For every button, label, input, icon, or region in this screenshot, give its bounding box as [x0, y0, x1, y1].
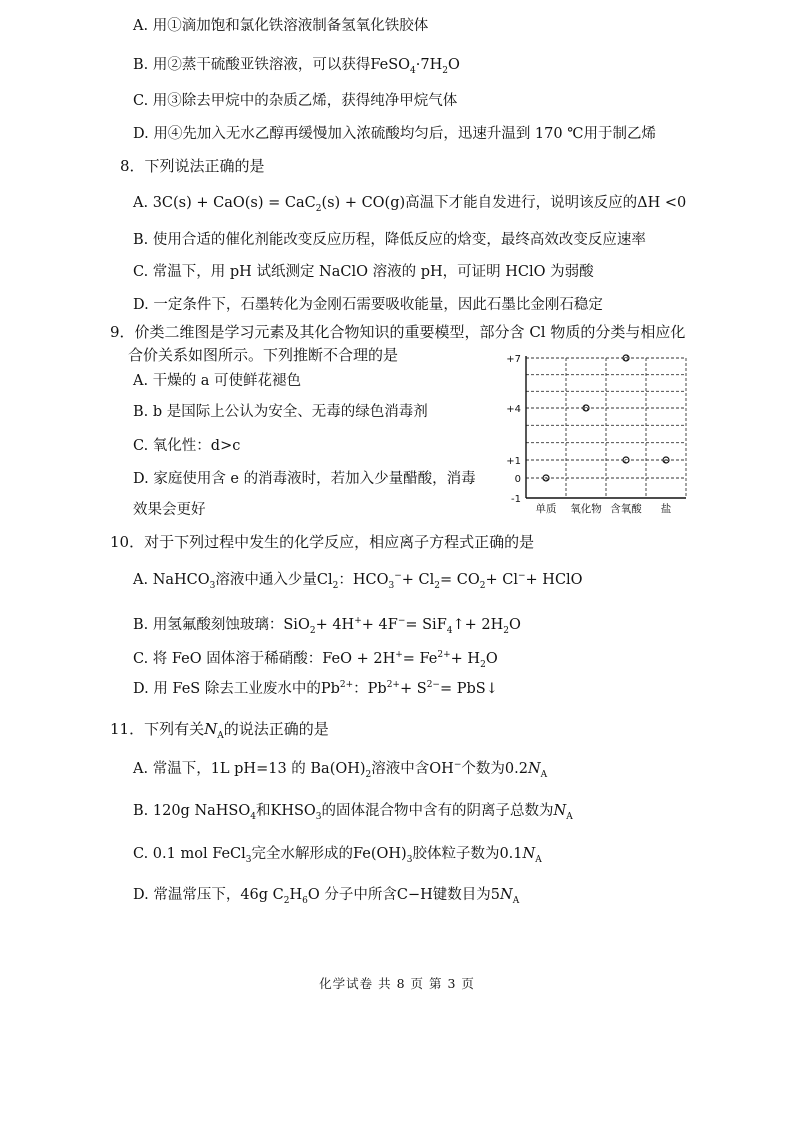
q11-c-s2: 3	[406, 854, 413, 865]
q10-c-1: C. 将 FeO 固体溶于稀硝酸：FeO + 2H	[133, 651, 396, 667]
q10-a-6: + Cl	[485, 572, 518, 588]
q10-b-1: B. 用氢氟酸刻蚀玻璃：SiO	[133, 617, 310, 633]
q11-a-2: 溶液中含OH	[371, 761, 454, 777]
q10-option-c	[133, 650, 498, 668]
q10-b-5: ↑+ 2H	[452, 617, 504, 633]
y-tick-label: +1	[506, 456, 521, 467]
q11-c-1: C. 0.1 mol FeCl	[133, 846, 246, 862]
q10-a-s5: 2	[479, 580, 486, 591]
q11-option-a	[133, 760, 547, 778]
q10-stem: 10．对于下列过程中发生的化学反应，相应离子方程式正确的是	[110, 533, 535, 551]
q11-c-s1: 3	[245, 854, 252, 865]
data-point-label-a: a	[543, 475, 549, 483]
q11-stem	[110, 720, 329, 741]
q10-b-sup3: −	[397, 616, 406, 627]
data-point-label-d: d	[623, 355, 629, 363]
q7-option-b	[133, 56, 460, 74]
q10-b-sup2: +	[354, 616, 362, 627]
q11-a-n: N	[527, 761, 541, 777]
q10-d-3: + S	[399, 681, 427, 697]
q10-c-4: O	[485, 651, 498, 667]
q10-b-3: + 4F	[361, 617, 398, 633]
valence-class-chart	[496, 348, 692, 516]
y-tick-label: -1	[511, 494, 521, 505]
q11-d-3: O 分子中所含C−H键数目为5	[307, 887, 501, 903]
q8-option-c: C. 常温下，用 pH 试纸测定 NaClO 溶液的 pH，可证明 HClO 为弱酸	[133, 264, 594, 280]
q10-c-3: + H	[450, 651, 481, 667]
q9-option-b: B. b 是国际上公认为安全、无毒的绿色消毒剂	[133, 404, 428, 420]
q7-option-a: A. 用①滴加饱和氯化铁溶液制备氢氧化铁胶体	[133, 18, 429, 34]
y-tick-label: +4	[506, 404, 521, 415]
q10-a-2: 溶液中通入少量Cl	[215, 572, 333, 588]
x-category-label: 单质	[535, 503, 557, 515]
q11-option-d	[133, 886, 519, 904]
q10-d-1: D. 用 FeS 除去工业废水中的Pb	[133, 681, 340, 697]
q10-b-6: O	[509, 617, 521, 633]
x-category-label: 盐	[660, 503, 672, 515]
q8-a-post: (s) + CO(g)高温下才能自发进行，说明该反应的ΔH <0	[321, 195, 687, 211]
q10-a-s1: 3	[209, 580, 216, 591]
q10-b-4: = SiF	[405, 617, 447, 633]
q8-option-d: D. 一定条件下，石墨转化为金刚石需要吸收能量，因此石墨比金刚石稳定	[133, 297, 603, 313]
q10-d-sup3: 2−	[426, 680, 440, 691]
q10-c-s3: 2	[480, 659, 486, 670]
q10-d-sup2: 2+	[386, 680, 400, 691]
q10-d-sup1: 2+	[339, 680, 354, 691]
q10-option-a	[133, 571, 583, 589]
q10-b-2: + 4H	[315, 617, 355, 633]
q11-a-sup2: −	[453, 760, 462, 771]
q11-b-3: 的固体混合物中含有的阴离子总数为	[321, 803, 554, 819]
q7-b-sub: 4	[410, 65, 416, 76]
q10-a-sup3: −	[394, 571, 402, 582]
y-tick-label: +7	[506, 354, 521, 365]
q8-option-a	[133, 194, 686, 212]
q11-b-s1: 4	[250, 811, 256, 822]
q10-d-4: = PbS↓	[439, 681, 498, 697]
q8-stem: 8．下列说法正确的是	[120, 157, 265, 175]
q10-c-sup1: +	[395, 650, 403, 661]
q11-stem-sub: A	[217, 731, 224, 741]
data-point-label-c: c	[624, 457, 628, 465]
q10-a-7: + HClO	[525, 572, 583, 588]
y-tick-label: 0	[514, 474, 521, 485]
q10-a-sup6: −	[518, 571, 526, 582]
q10-a-5: = CO	[440, 572, 480, 588]
q9-option-d-line1: D. 家庭使用含 e 的消毒液时，若加入少量醋酸，消毒	[133, 471, 476, 487]
q11-option-b	[133, 802, 573, 820]
q11-a-s1: 2	[365, 769, 372, 780]
q10-b-s5: 2	[503, 625, 509, 636]
q8-a-text: A. 3C(s) + CaO(s) = CaC	[133, 195, 316, 211]
q10-d-2: ：Pb	[353, 681, 387, 697]
q11-b-sa: A	[566, 811, 573, 822]
q8-a-sub: 2	[315, 203, 322, 214]
x-category-label: 含氧酸	[610, 503, 642, 515]
q7-option-c: C. 用③除去甲烷中的杂质乙烯，获得纯净甲烷气体	[133, 93, 458, 109]
q7-option-d: D. 用④先加入无水乙醇再缓慢加入浓硫酸均匀后，迅速升温到 170 ℃用于制乙烯	[133, 126, 656, 142]
q11-stem-n: N	[204, 720, 218, 738]
q11-d-n: N	[500, 887, 513, 903]
data-point-label-b: b	[583, 405, 589, 413]
q11-c-sa: A	[535, 854, 542, 865]
q10-b-s4: 4	[446, 625, 453, 636]
q11-b-n: N	[553, 803, 567, 819]
q10-a-1: A. NaHCO	[133, 572, 210, 588]
q8-option-b: B. 使用合适的催化剂能改变反应历程，降低反应的焓变，最终高效改变反应速率	[133, 232, 646, 248]
q10-c-sup2: 2+	[437, 650, 451, 661]
q9-stem-line1: 9．价类二维图是学习元素及其化合物知识的重要模型，部分含 Cl 物质的分类与相应化	[110, 323, 686, 341]
q11-d-2: H	[289, 887, 303, 903]
q7-b-post: O	[448, 57, 460, 73]
q10-a-3: ：HCO	[338, 572, 389, 588]
q11-c-n: N	[522, 846, 536, 862]
q10-b-s1: 2	[309, 625, 316, 636]
q11-option-c	[133, 845, 542, 863]
q7-b-text: B. 用②蒸干硫酸亚铁溶液，可以获得FeSO	[133, 57, 411, 73]
q11-d-sa: A	[512, 895, 520, 906]
q11-stem-post: 的说法正确的是	[223, 720, 329, 738]
q10-a-s4: 2	[434, 580, 441, 591]
q9-option-a: A. 干燥的 a 可使鲜花褪色	[133, 373, 302, 389]
q11-b-2: 和KHSO	[255, 803, 316, 819]
q11-d-1: D. 常温常压下，46g C	[133, 887, 284, 903]
q9-stem-line2: 合价关系如图所示。下列推断不合理的是	[128, 346, 399, 364]
q11-c-2: 完全水解形成的Fe(OH)	[251, 846, 407, 862]
q10-a-4: + Cl	[401, 572, 435, 588]
q10-a-s3: 3	[388, 580, 395, 591]
q11-d-s2: 6	[302, 895, 308, 906]
q10-option-b	[133, 616, 521, 634]
q11-b-1: B. 120g NaHSO	[133, 803, 251, 819]
q11-a-1: A. 常温下，1L pH=13 的 Ba(OH)	[133, 761, 366, 777]
data-point-label-e: e	[663, 457, 669, 465]
q7-b-sub2: 2	[442, 65, 448, 76]
q11-a-3: 个数为0.2	[461, 761, 528, 777]
q9-option-c: C. 氧化性：d>c	[133, 438, 241, 454]
q11-b-s2: 3	[315, 811, 322, 822]
q10-c-2: = Fe	[402, 651, 438, 667]
q10-option-d	[133, 680, 498, 698]
page-footer: 化学试卷 共 8 页 第 3 页	[319, 976, 475, 991]
q7-b-mid: ·7H	[415, 57, 443, 73]
q11-c-3: 胶体粒子数为0.1	[412, 846, 523, 862]
q10-a-s2: 2	[332, 580, 339, 591]
q11-d-s1: 2	[283, 895, 290, 906]
x-category-label: 氧化物	[570, 503, 602, 515]
q9-option-d-line2: 效果会更好	[133, 502, 206, 518]
q11-a-sa: A	[540, 769, 548, 780]
q11-stem-pre: 11．下列有关	[110, 720, 205, 738]
